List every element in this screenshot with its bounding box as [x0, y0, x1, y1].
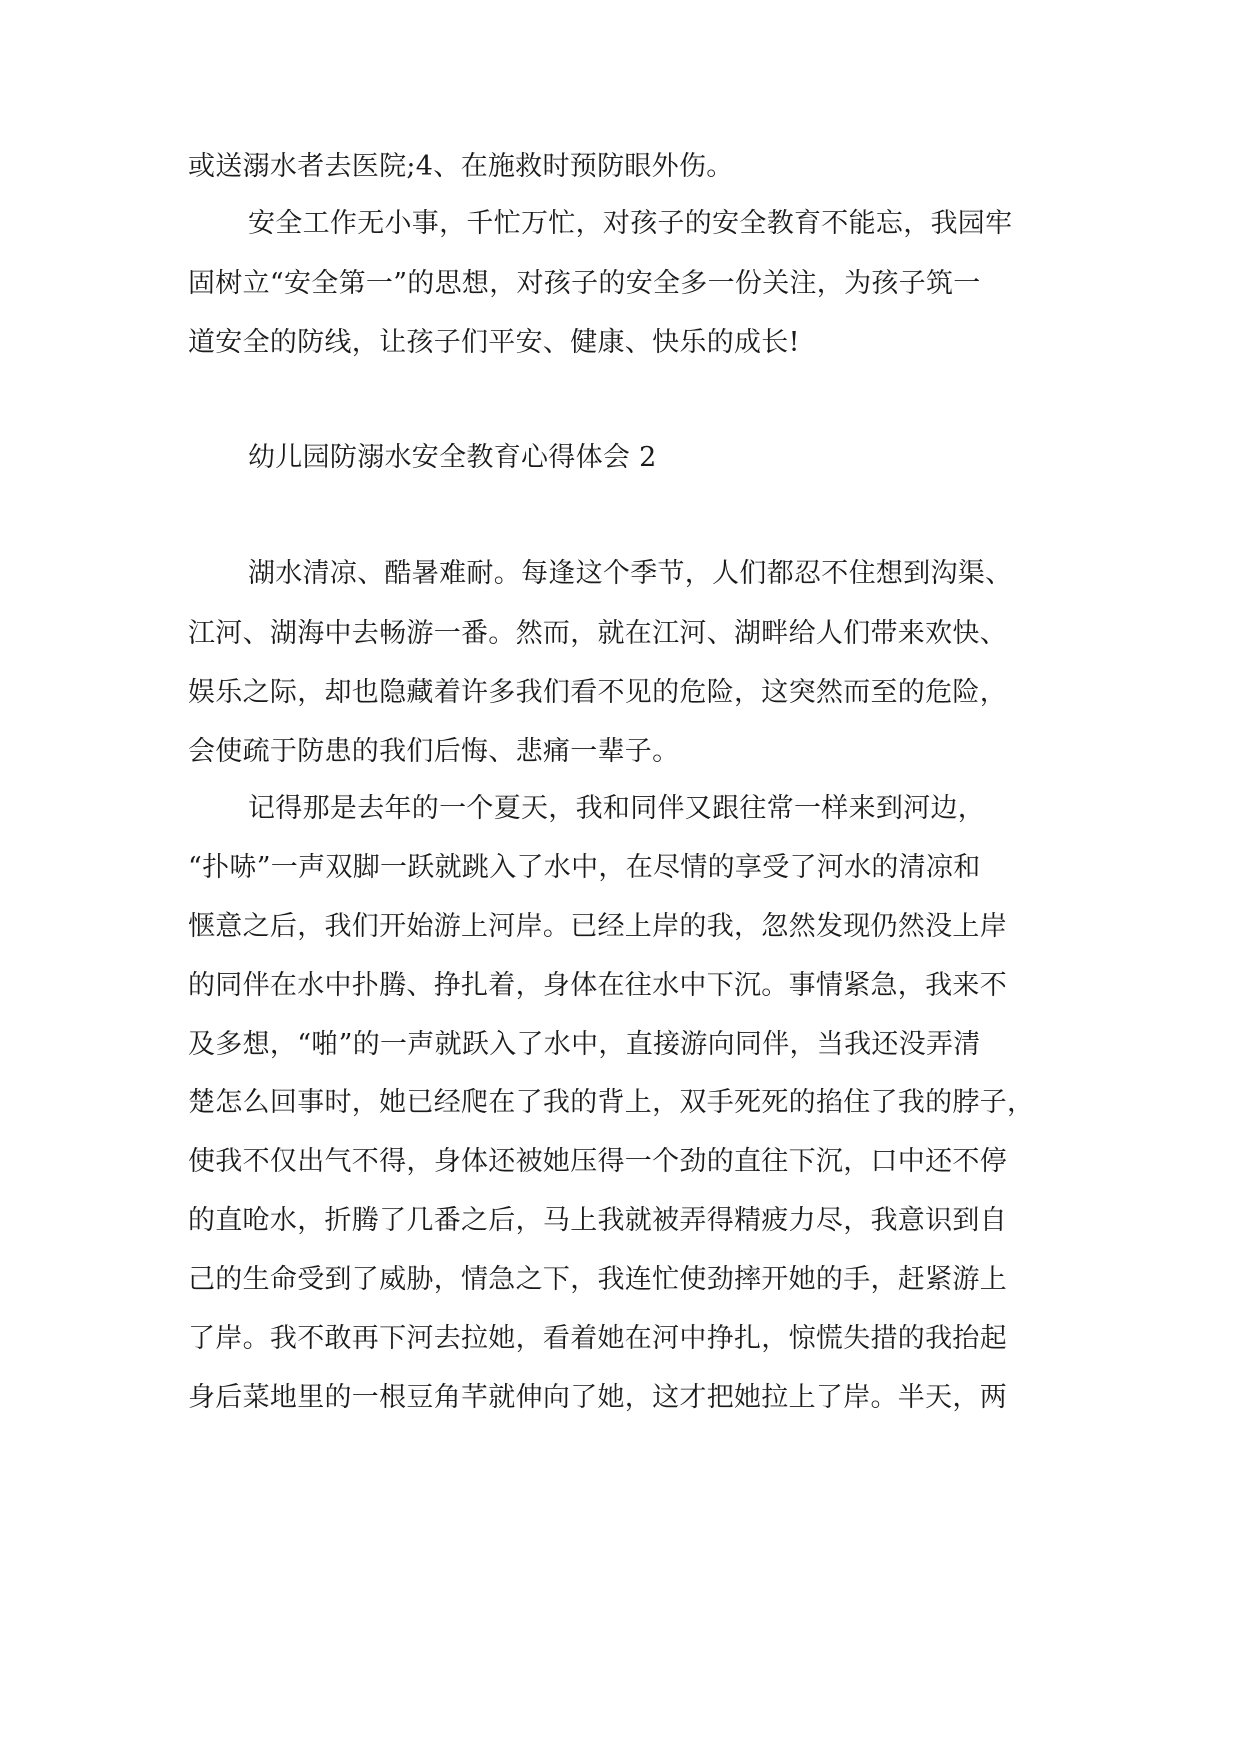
- paragraph-line: 了岸。我不敢再下河去拉她，看着她在河中挣扎，惊慌失措的我抬起: [188, 1323, 1007, 1354]
- paragraph-line: 固树立“安全第一”的思想，对孩子的安全多一份关注，为孩子筑一: [188, 268, 981, 299]
- paragraph-line: 娱乐之际，却也隐藏着许多我们看不见的危险，这突然而至的危险，: [188, 677, 1007, 708]
- paragraph-line: 己的生命受到了威胁，情急之下，我连忙使劲摔开她的手，赶紧游上: [188, 1264, 1007, 1295]
- paragraph-line: “扑哧”一声双脚一跃就跳入了水中，在尽情的享受了河水的清凉和: [188, 852, 981, 883]
- paragraph-line: 江河、湖海中去畅游一番。然而，就在江河、湖畔给人们带来欢快、: [188, 618, 1007, 649]
- paragraph-line: 的直呛水，折腾了几番之后，马上我就被弄得精疲力尽，我意识到自: [188, 1205, 1007, 1236]
- paragraph-line: 湖水清凉、酷暑难耐。每逢这个季节，人们都忍不住想到沟渠、: [248, 558, 1013, 589]
- paragraph-line: 记得那是去年的一个夏天，我和同伴又跟往常一样来到河边，: [248, 793, 986, 824]
- paragraph-line: 惬意之后，我们开始游上河岸。已经上岸的我，忽然发现仍然没上岸: [188, 911, 1007, 942]
- paragraph-line: 使我不仅出气不得，身体还被她压得一个劲的直往下沉，口中还不停: [188, 1146, 1007, 1177]
- paragraph-line: 或送溺水者去医院;4、在施救时预防眼外伤。: [188, 151, 734, 182]
- paragraph-line: 安全工作无小事，千忙万忙，对孩子的安全教育不能忘，我园牢: [248, 208, 1013, 239]
- paragraph-line: 道安全的防线，让孩子们平安、健康、快乐的成长!: [188, 327, 800, 358]
- paragraph-line: 的同伴在水中扑腾、挣扎着，身体在往水中下沉。事情紧急，我来不: [188, 970, 1007, 1001]
- paragraph-line: 及多想，“啪”的一声就跃入了水中，直接游向同伴，当我还没弄清: [188, 1029, 981, 1060]
- paragraph-line: 楚怎么回事时，她已经爬在了我的背上，双手死死的掐住了我的脖子，: [188, 1087, 1035, 1118]
- paragraph-line: 会使疏于防患的我们后悔、悲痛一辈子。: [188, 736, 680, 767]
- paragraph-line: 身后菜地里的一根豆角芊就伸向了她，这才把她拉上了岸。半天，两: [188, 1382, 1007, 1413]
- section-heading: 幼儿园防溺水安全教育心得体会 2: [248, 442, 657, 473]
